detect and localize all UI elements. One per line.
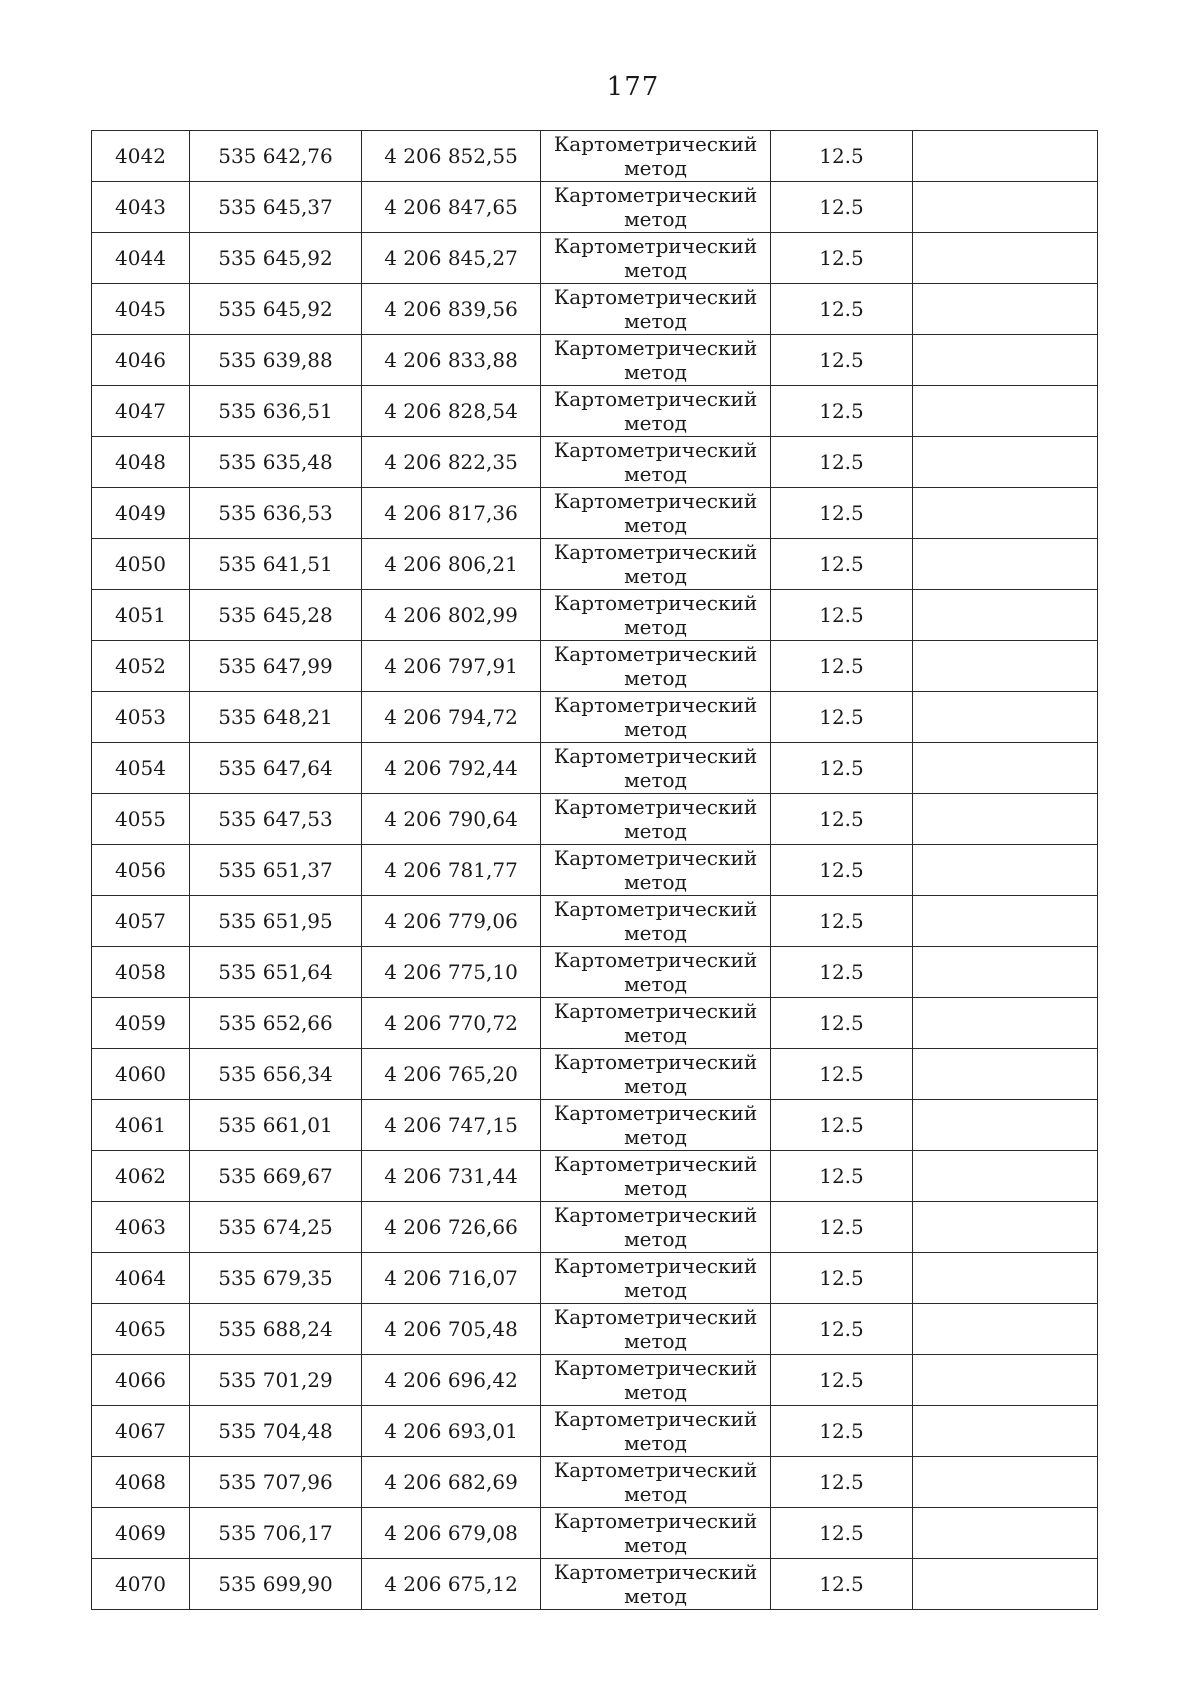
note-cell xyxy=(913,539,1098,590)
method-cell xyxy=(541,1049,771,1100)
point-number-cell: 4059 xyxy=(92,998,190,1049)
method-line-1: Картометрический xyxy=(553,846,758,870)
method-line-1: Картометрический xyxy=(553,1458,758,1482)
table-row xyxy=(92,488,1098,539)
table-row xyxy=(92,1406,1098,1457)
accuracy-cell: 12.5 xyxy=(771,743,913,794)
table-row xyxy=(92,437,1098,488)
method-line-2: метод xyxy=(624,717,687,741)
accuracy-cell: 12.5 xyxy=(771,488,913,539)
method-cell xyxy=(541,1355,771,1406)
note-cell xyxy=(913,182,1098,233)
point-number-cell: 4052 xyxy=(92,641,190,692)
note-cell xyxy=(913,794,1098,845)
table-row xyxy=(92,1100,1098,1151)
note-cell xyxy=(913,998,1098,1049)
y-coordinate-cell: 4 206 845,27 xyxy=(362,233,541,284)
method-line-1: Картометрический xyxy=(553,1050,758,1074)
method-line-2: метод xyxy=(624,870,687,894)
accuracy-cell: 12.5 xyxy=(771,437,913,488)
point-number-cell: 4056 xyxy=(92,845,190,896)
page-number: 177 xyxy=(606,72,660,102)
point-number-cell: 4061 xyxy=(92,1100,190,1151)
table-row xyxy=(92,947,1098,998)
accuracy-cell: 12.5 xyxy=(771,1253,913,1304)
x-coordinate-cell: 535 645,92 xyxy=(190,284,362,335)
method-cell xyxy=(541,641,771,692)
table-row xyxy=(92,1355,1098,1406)
method-cell xyxy=(541,131,771,182)
x-coordinate-cell: 535 651,64 xyxy=(190,947,362,998)
method-line-2: метод xyxy=(624,1176,687,1200)
point-number-cell: 4049 xyxy=(92,488,190,539)
point-number-cell: 4067 xyxy=(92,1406,190,1457)
table-row xyxy=(92,1508,1098,1559)
table-row xyxy=(92,692,1098,743)
method-line-1: Картометрический xyxy=(553,285,758,309)
method-line-2: метод xyxy=(624,819,687,843)
method-line-1: Картометрический xyxy=(553,1305,758,1329)
y-coordinate-cell: 4 206 833,88 xyxy=(362,335,541,386)
y-coordinate-cell: 4 206 802,99 xyxy=(362,590,541,641)
method-cell xyxy=(541,1100,771,1151)
x-coordinate-cell: 535 642,76 xyxy=(190,131,362,182)
method-cell xyxy=(541,1253,771,1304)
table-row xyxy=(92,1253,1098,1304)
y-coordinate-cell: 4 206 779,06 xyxy=(362,896,541,947)
x-coordinate-cell: 535 674,25 xyxy=(190,1202,362,1253)
note-cell xyxy=(913,590,1098,641)
accuracy-cell: 12.5 xyxy=(771,692,913,743)
method-cell xyxy=(541,437,771,488)
table-row xyxy=(92,845,1098,896)
x-coordinate-cell: 535 706,17 xyxy=(190,1508,362,1559)
method-cell xyxy=(541,947,771,998)
y-coordinate-cell: 4 206 726,66 xyxy=(362,1202,541,1253)
method-line-1: Картометрический xyxy=(553,438,758,462)
accuracy-cell: 12.5 xyxy=(771,1457,913,1508)
method-line-1: Картометрический xyxy=(553,183,758,207)
accuracy-cell: 12.5 xyxy=(771,386,913,437)
method-cell xyxy=(541,743,771,794)
method-line-2: метод xyxy=(624,1431,687,1455)
y-coordinate-cell: 4 206 682,69 xyxy=(362,1457,541,1508)
method-line-1: Картометрический xyxy=(553,591,758,615)
point-number-cell: 4054 xyxy=(92,743,190,794)
note-cell xyxy=(913,1253,1098,1304)
x-coordinate-cell: 535 647,99 xyxy=(190,641,362,692)
y-coordinate-cell: 4 206 790,64 xyxy=(362,794,541,845)
method-line-2: метод xyxy=(624,1278,687,1302)
point-number-cell: 4065 xyxy=(92,1304,190,1355)
y-coordinate-cell: 4 206 794,72 xyxy=(362,692,541,743)
note-cell xyxy=(913,1508,1098,1559)
y-coordinate-cell: 4 206 675,12 xyxy=(362,1559,541,1610)
accuracy-cell: 12.5 xyxy=(771,1559,913,1610)
x-coordinate-cell: 535 645,92 xyxy=(190,233,362,284)
method-cell xyxy=(541,845,771,896)
table-row xyxy=(92,641,1098,692)
method-line-2: метод xyxy=(624,1074,687,1098)
method-cell xyxy=(541,1151,771,1202)
accuracy-cell: 12.5 xyxy=(771,335,913,386)
point-number-cell: 4069 xyxy=(92,1508,190,1559)
x-coordinate-cell: 535 639,88 xyxy=(190,335,362,386)
accuracy-cell: 12.5 xyxy=(771,641,913,692)
x-coordinate-cell: 535 707,96 xyxy=(190,1457,362,1508)
y-coordinate-cell: 4 206 770,72 xyxy=(362,998,541,1049)
note-cell xyxy=(913,386,1098,437)
method-line-2: метод xyxy=(624,972,687,996)
method-line-1: Картометрический xyxy=(553,1101,758,1125)
method-cell xyxy=(541,386,771,437)
method-line-1: Картометрический xyxy=(553,1407,758,1431)
coordinates-table xyxy=(91,130,1098,1610)
table-row xyxy=(92,794,1098,845)
accuracy-cell: 12.5 xyxy=(771,1304,913,1355)
table-row xyxy=(92,539,1098,590)
accuracy-cell: 12.5 xyxy=(771,1355,913,1406)
method-line-2: метод xyxy=(624,309,687,333)
method-line-2: метод xyxy=(624,1023,687,1047)
x-coordinate-cell: 535 656,34 xyxy=(190,1049,362,1100)
accuracy-cell: 12.5 xyxy=(771,1100,913,1151)
method-cell xyxy=(541,182,771,233)
point-number-cell: 4051 xyxy=(92,590,190,641)
method-line-2: метод xyxy=(624,666,687,690)
note-cell xyxy=(913,947,1098,998)
method-cell xyxy=(541,1559,771,1610)
table-row xyxy=(92,743,1098,794)
method-line-1: Картометрический xyxy=(553,234,758,258)
y-coordinate-cell: 4 206 822,35 xyxy=(362,437,541,488)
table-row xyxy=(92,335,1098,386)
point-number-cell: 4046 xyxy=(92,335,190,386)
method-cell xyxy=(541,590,771,641)
method-line-2: метод xyxy=(624,1482,687,1506)
method-cell xyxy=(541,1457,771,1508)
method-line-1: Картометрический xyxy=(553,336,758,360)
table-row xyxy=(92,1049,1098,1100)
x-coordinate-cell: 535 636,51 xyxy=(190,386,362,437)
method-cell xyxy=(541,1406,771,1457)
y-coordinate-cell: 4 206 693,01 xyxy=(362,1406,541,1457)
table-row xyxy=(92,1304,1098,1355)
method-line-2: метод xyxy=(624,1227,687,1251)
point-number-cell: 4062 xyxy=(92,1151,190,1202)
method-line-2: метод xyxy=(624,1125,687,1149)
method-line-2: метод xyxy=(624,615,687,639)
note-cell xyxy=(913,692,1098,743)
point-number-cell: 4043 xyxy=(92,182,190,233)
table-row xyxy=(92,1559,1098,1610)
accuracy-cell: 12.5 xyxy=(771,1406,913,1457)
accuracy-cell: 12.5 xyxy=(771,845,913,896)
note-cell xyxy=(913,1202,1098,1253)
table-row xyxy=(92,1202,1098,1253)
method-line-1: Картометрический xyxy=(553,999,758,1023)
method-cell xyxy=(541,692,771,743)
x-coordinate-cell: 535 645,28 xyxy=(190,590,362,641)
y-coordinate-cell: 4 206 705,48 xyxy=(362,1304,541,1355)
method-line-1: Картометрический xyxy=(553,1560,758,1584)
method-line-2: метод xyxy=(624,1380,687,1404)
table-row xyxy=(92,1457,1098,1508)
table-row xyxy=(92,182,1098,233)
table-row xyxy=(92,896,1098,947)
y-coordinate-cell: 4 206 852,55 xyxy=(362,131,541,182)
method-line-1: Картометрический xyxy=(553,795,758,819)
method-cell xyxy=(541,233,771,284)
note-cell xyxy=(913,1457,1098,1508)
point-number-cell: 4066 xyxy=(92,1355,190,1406)
method-cell xyxy=(541,1304,771,1355)
method-cell xyxy=(541,488,771,539)
method-line-1: Картометрический xyxy=(553,132,758,156)
x-coordinate-cell: 535 669,67 xyxy=(190,1151,362,1202)
x-coordinate-cell: 535 651,95 xyxy=(190,896,362,947)
method-line-1: Картометрический xyxy=(553,540,758,564)
y-coordinate-cell: 4 206 765,20 xyxy=(362,1049,541,1100)
note-cell xyxy=(913,1559,1098,1610)
point-number-cell: 4060 xyxy=(92,1049,190,1100)
point-number-cell: 4050 xyxy=(92,539,190,590)
y-coordinate-cell: 4 206 775,10 xyxy=(362,947,541,998)
table-body xyxy=(92,131,1098,1610)
table-row xyxy=(92,131,1098,182)
method-line-2: метод xyxy=(624,462,687,486)
x-coordinate-cell: 535 704,48 xyxy=(190,1406,362,1457)
note-cell xyxy=(913,131,1098,182)
accuracy-cell: 12.5 xyxy=(771,1202,913,1253)
note-cell xyxy=(913,845,1098,896)
method-line-2: метод xyxy=(624,360,687,384)
x-coordinate-cell: 535 635,48 xyxy=(190,437,362,488)
method-line-1: Картометрический xyxy=(553,693,758,717)
y-coordinate-cell: 4 206 781,77 xyxy=(362,845,541,896)
table-row xyxy=(92,386,1098,437)
accuracy-cell: 12.5 xyxy=(771,590,913,641)
x-coordinate-cell: 535 679,35 xyxy=(190,1253,362,1304)
method-line-2: метод xyxy=(624,768,687,792)
note-cell xyxy=(913,1100,1098,1151)
point-number-cell: 4045 xyxy=(92,284,190,335)
x-coordinate-cell: 535 651,37 xyxy=(190,845,362,896)
y-coordinate-cell: 4 206 792,44 xyxy=(362,743,541,794)
point-number-cell: 4044 xyxy=(92,233,190,284)
x-coordinate-cell: 535 699,90 xyxy=(190,1559,362,1610)
method-line-2: метод xyxy=(624,921,687,945)
point-number-cell: 4047 xyxy=(92,386,190,437)
method-cell xyxy=(541,1508,771,1559)
table-row xyxy=(92,284,1098,335)
note-cell xyxy=(913,1151,1098,1202)
method-line-2: метод xyxy=(624,1329,687,1353)
accuracy-cell: 12.5 xyxy=(771,284,913,335)
table-row xyxy=(92,233,1098,284)
method-line-1: Картометрический xyxy=(553,897,758,921)
accuracy-cell: 12.5 xyxy=(771,539,913,590)
point-number-cell: 4042 xyxy=(92,131,190,182)
note-cell xyxy=(913,743,1098,794)
accuracy-cell: 12.5 xyxy=(771,896,913,947)
method-line-2: метод xyxy=(624,513,687,537)
method-cell xyxy=(541,539,771,590)
table-row xyxy=(92,590,1098,641)
y-coordinate-cell: 4 206 817,36 xyxy=(362,488,541,539)
method-line-1: Картометрический xyxy=(553,1356,758,1380)
x-coordinate-cell: 535 647,64 xyxy=(190,743,362,794)
note-cell xyxy=(913,488,1098,539)
method-line-1: Картометрический xyxy=(553,744,758,768)
y-coordinate-cell: 4 206 747,15 xyxy=(362,1100,541,1151)
x-coordinate-cell: 535 647,53 xyxy=(190,794,362,845)
accuracy-cell: 12.5 xyxy=(771,1508,913,1559)
y-coordinate-cell: 4 206 731,44 xyxy=(362,1151,541,1202)
x-coordinate-cell: 535 645,37 xyxy=(190,182,362,233)
point-number-cell: 4053 xyxy=(92,692,190,743)
method-cell xyxy=(541,998,771,1049)
note-cell xyxy=(913,437,1098,488)
point-number-cell: 4064 xyxy=(92,1253,190,1304)
x-coordinate-cell: 535 636,53 xyxy=(190,488,362,539)
point-number-cell: 4058 xyxy=(92,947,190,998)
method-line-1: Картометрический xyxy=(553,1254,758,1278)
note-cell xyxy=(913,335,1098,386)
method-line-1: Картометрический xyxy=(553,1203,758,1227)
method-line-2: метод xyxy=(624,258,687,282)
accuracy-cell: 12.5 xyxy=(771,794,913,845)
method-line-1: Картометрический xyxy=(553,948,758,972)
method-cell xyxy=(541,335,771,386)
point-number-cell: 4055 xyxy=(92,794,190,845)
method-cell xyxy=(541,284,771,335)
y-coordinate-cell: 4 206 828,54 xyxy=(362,386,541,437)
y-coordinate-cell: 4 206 716,07 xyxy=(362,1253,541,1304)
point-number-cell: 4057 xyxy=(92,896,190,947)
accuracy-cell: 12.5 xyxy=(771,131,913,182)
note-cell xyxy=(913,1406,1098,1457)
method-line-1: Картометрический xyxy=(553,387,758,411)
x-coordinate-cell: 535 652,66 xyxy=(190,998,362,1049)
method-cell xyxy=(541,896,771,947)
point-number-cell: 4068 xyxy=(92,1457,190,1508)
point-number-cell: 4070 xyxy=(92,1559,190,1610)
y-coordinate-cell: 4 206 696,42 xyxy=(362,1355,541,1406)
method-line-1: Картометрический xyxy=(553,1509,758,1533)
x-coordinate-cell: 535 661,01 xyxy=(190,1100,362,1151)
note-cell xyxy=(913,1304,1098,1355)
point-number-cell: 4063 xyxy=(92,1202,190,1253)
x-coordinate-cell: 535 648,21 xyxy=(190,692,362,743)
accuracy-cell: 12.5 xyxy=(771,1151,913,1202)
accuracy-cell: 12.5 xyxy=(771,233,913,284)
method-line-2: метод xyxy=(624,1533,687,1557)
method-cell xyxy=(541,794,771,845)
method-line-2: метод xyxy=(624,156,687,180)
accuracy-cell: 12.5 xyxy=(771,1049,913,1100)
note-cell xyxy=(913,1355,1098,1406)
note-cell xyxy=(913,641,1098,692)
method-line-1: Картометрический xyxy=(553,489,758,513)
method-line-2: метод xyxy=(624,564,687,588)
method-line-1: Картометрический xyxy=(553,642,758,666)
y-coordinate-cell: 4 206 847,65 xyxy=(362,182,541,233)
method-line-1: Картометрический xyxy=(553,1152,758,1176)
y-coordinate-cell: 4 206 679,08 xyxy=(362,1508,541,1559)
note-cell xyxy=(913,284,1098,335)
method-line-2: метод xyxy=(624,411,687,435)
note-cell xyxy=(913,233,1098,284)
x-coordinate-cell: 535 641,51 xyxy=(190,539,362,590)
y-coordinate-cell: 4 206 806,21 xyxy=(362,539,541,590)
accuracy-cell: 12.5 xyxy=(771,182,913,233)
method-line-2: метод xyxy=(624,207,687,231)
method-line-2: метод xyxy=(624,1584,687,1608)
y-coordinate-cell: 4 206 797,91 xyxy=(362,641,541,692)
y-coordinate-cell: 4 206 839,56 xyxy=(362,284,541,335)
point-number-cell: 4048 xyxy=(92,437,190,488)
accuracy-cell: 12.5 xyxy=(771,998,913,1049)
x-coordinate-cell: 535 701,29 xyxy=(190,1355,362,1406)
note-cell xyxy=(913,1049,1098,1100)
table-row xyxy=(92,998,1098,1049)
method-cell xyxy=(541,1202,771,1253)
table-row xyxy=(92,1151,1098,1202)
note-cell xyxy=(913,896,1098,947)
x-coordinate-cell: 535 688,24 xyxy=(190,1304,362,1355)
accuracy-cell: 12.5 xyxy=(771,947,913,998)
